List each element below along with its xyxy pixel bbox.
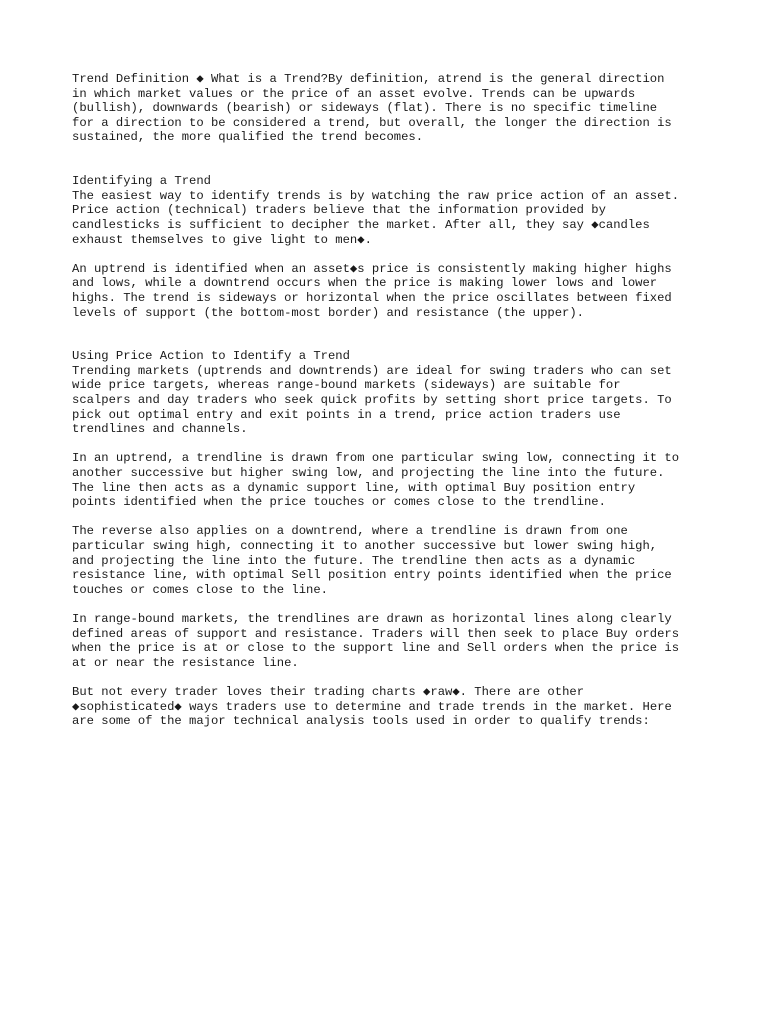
text-line: exhaust themselves to give light to men◆. <box>72 232 372 247</box>
text-line: particular swing high, connecting it to another successive but lower swing high, <box>72 539 658 553</box>
paragraph-using-price-action <box>72 349 708 437</box>
text-line: at or near the resistance line. <box>72 655 299 670</box>
text-line: sustained, the more qualified the trend becomes. <box>72 130 424 145</box>
text-line: The reverse also applies on a downtrend, where a trendline is drawn from one <box>72 524 628 539</box>
document-page <box>72 72 708 743</box>
text-line: resistance line, with optimal Sell position entry points identified when the price <box>72 568 672 583</box>
text-line: points identified when the price touches or comes close to the trendline. <box>72 495 606 510</box>
text-line: ◆sophisticated◆ ways traders use to determine and trade trends in the market. Here <box>72 699 672 714</box>
text-line: (bullish), downwards (bearish) or sideways (flat). There is no specific timeline <box>72 101 658 116</box>
text-line: highs. The trend is sideways or horizontal when the price oscillates between fixed <box>72 290 672 305</box>
text-line: trendlines and channels. <box>72 422 248 437</box>
text-line: wide price targets, whereas range-bound markets (sideways) are suitable for <box>72 378 621 393</box>
text-line: in which market values or the price of an asset evolve. Trends can be upwards <box>72 86 636 101</box>
section-heading: Using Price Action to Identify a Trend <box>72 349 350 364</box>
text-line: Price action (technical) traders believe that the information provided by <box>72 203 606 218</box>
text-line: are some of the major technical analysis tools used in order to qualify trends: <box>72 714 650 729</box>
paragraph-trend-definition <box>72 72 708 145</box>
paragraph-other-tools <box>72 685 708 729</box>
text-line: scalpers and day traders who seek quick profits by setting short price targets. To <box>72 393 672 408</box>
section-gap <box>72 335 708 350</box>
text-line: But not every trader loves their trading charts ◆raw◆. There are other <box>72 684 585 699</box>
text-line: for a direction to be considered a trend, but overall, the longer the direction is <box>72 115 672 130</box>
text-line: The easiest way to identify trends is by watching the raw price action of an asset. <box>72 188 680 203</box>
text-line: when the price is at or close to the support line and Sell orders when the price is <box>72 641 680 656</box>
text-line: touches or comes close to the line. <box>72 582 328 597</box>
text-line: The line then acts as a dynamic support line, with optimal Buy position entry <box>72 480 636 495</box>
paragraph-identifying-a-trend <box>72 174 708 247</box>
text-line: Trending markets (uptrends and downtrends) are ideal for swing traders who can set <box>72 363 672 378</box>
text-line: Trend Definition ◆ What is a Trend?By definition, atrend is the general direction <box>72 72 665 86</box>
paragraph-range-bound <box>72 612 708 670</box>
text-line: and projecting the line into the future. The trendline then acts as a dynamic <box>72 553 636 568</box>
text-line: another successive but higher swing low, and projecting the line into the future. <box>72 466 665 481</box>
text-line: In an uptrend, a trendline is drawn from one particular swing low, connecting it to <box>72 451 680 466</box>
paragraph-uptrend-trendline <box>72 451 708 509</box>
text-line: candlesticks is sufficient to decipher the market. After all, they say ◆candles <box>72 217 650 232</box>
text-line: An uptrend is identified when an asset◆s price is consistently making higher highs <box>72 261 672 276</box>
paragraph-uptrend-downtrend <box>72 262 708 320</box>
text-line: In range-bound markets, the trendlines are drawn as horizontal lines along clearly <box>72 611 672 626</box>
text-line: pick out optimal entry and exit points in a trend, price action traders use <box>72 407 621 422</box>
section-heading: Identifying a Trend <box>72 174 211 189</box>
section-gap <box>72 160 708 175</box>
text-line: and lows, while a downtrend occurs when the price is making lower lows and lower <box>72 276 658 291</box>
text-line: levels of support (the bottom-most border) and resistance (the upper). <box>72 305 584 320</box>
paragraph-downtrend-trendline <box>72 524 708 597</box>
text-line: defined areas of support and resistance. Traders will then seek to place Buy orders <box>72 626 680 641</box>
